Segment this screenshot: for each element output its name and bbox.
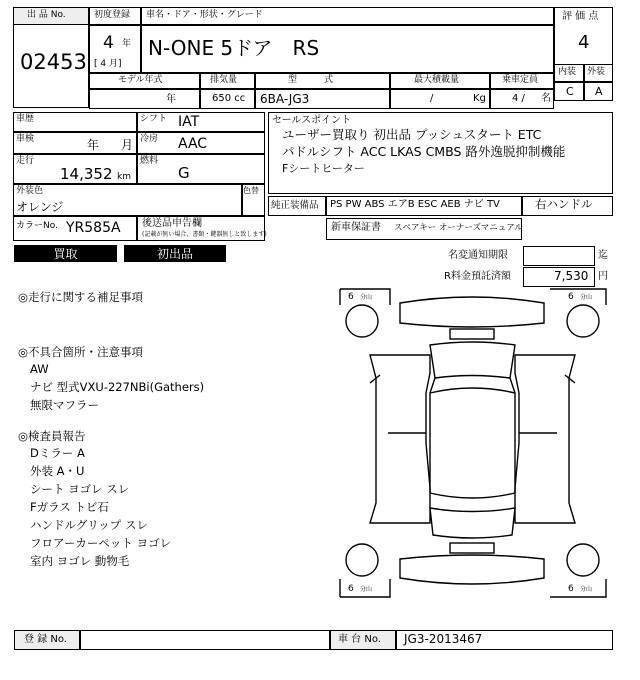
supplement-title: ◎走行に関する補足事項 [18, 290, 144, 304]
model-year-label: モデル年式 [118, 75, 163, 85]
lot-number: 02453 [20, 50, 87, 74]
sales-point-line: ユーザー買取り 初出品 プッシュスタート ETC [282, 127, 542, 142]
first-reg-label: 初度登録 [94, 10, 131, 20]
capacity-label: 乗車定員 [502, 75, 539, 85]
exterior-label: 外装 [587, 67, 606, 77]
exterior-grade: A [595, 85, 603, 98]
ext-color-label: 外装色 [16, 186, 44, 196]
mileage-value: 14,352 [60, 165, 113, 183]
deadline-label: 名変通知期限 [448, 250, 508, 261]
right-side-body [515, 355, 575, 523]
roof [430, 388, 515, 498]
front-bumper [400, 297, 544, 327]
defect-item: ナビ 型式VXU-227NBi(Gathers) [30, 380, 205, 394]
defect-item: AW [30, 362, 49, 376]
wheel-rl [346, 544, 378, 576]
sales-point-label: セールスポイント [272, 115, 352, 126]
reg-year-unit: 年 [122, 39, 132, 49]
grade-label: 評 価 点 [562, 11, 599, 22]
inspector-item: ハンドルグリップ スレ [30, 518, 148, 532]
mileage-unit: km [117, 172, 131, 182]
inspector-item: 外装 A・U [30, 464, 85, 478]
inspector-item: シート ヨゴレ スレ [30, 482, 130, 496]
tire-fl-value: 6 [348, 292, 354, 302]
tire-fr-value: 6 [568, 292, 574, 302]
car-damage-diagram [330, 283, 615, 603]
tire-rr-value: 6 [568, 584, 574, 594]
history-label: 車歴 [16, 114, 35, 124]
left-side-body [370, 355, 430, 523]
warranty-label: 新車保証書 [331, 222, 381, 233]
inspection-month: 月 [121, 138, 134, 152]
inspector-item: 室内 ヨゴレ 動物毛 [30, 554, 130, 568]
max-load-sep: / [430, 93, 434, 104]
sales-point-line: Fシートヒーター [282, 162, 365, 175]
recycle-unit: 円 [598, 271, 608, 282]
recycle-value: 7,530 [554, 269, 589, 283]
wheel-fr [567, 305, 599, 337]
tire-fr-unit: 分山 [580, 294, 593, 301]
wheel-rr [567, 544, 599, 576]
reg-no-value-cell [80, 630, 330, 650]
vehicle-name: N-ONE 5ドア RS [148, 36, 320, 60]
mileage-label: 走行 [16, 156, 35, 166]
max-load-label: 最大積載量 [414, 75, 460, 85]
model-label: 車名・ドア・形状・グレード [146, 10, 263, 20]
model-year-unit: 年 [166, 94, 176, 105]
inspector-item: フロアーカーペット ヨゴレ [30, 536, 172, 550]
fuel-label: 燃料 [140, 156, 159, 166]
color-change-label: 色替 [243, 186, 259, 195]
tire-box-rr [550, 579, 606, 597]
ext-color-value: オレンジ [16, 200, 64, 214]
deadline-unit: 迄 [598, 250, 608, 261]
inspection-year: 年 [87, 138, 100, 152]
interior-label: 内装 [558, 67, 577, 77]
front-plate [450, 329, 494, 339]
steering-value: 右ハンドル [535, 197, 593, 211]
hood [430, 342, 515, 378]
trunk [430, 508, 515, 538]
color-no-value: YR585A [66, 220, 121, 236]
defects-title: ◎不具合箇所・注意事項 [18, 345, 144, 359]
deadline-value-cell [523, 246, 595, 266]
max-load-unit: Kg [473, 93, 486, 104]
displacement: 650 cc [212, 93, 246, 104]
chassis-label: 車 台 No. [338, 634, 381, 645]
recycle-label: R料金預託済額 [444, 271, 511, 282]
inspection-label: 車検 [16, 134, 35, 144]
score: 4 [578, 32, 590, 53]
tire-rl-unit: 分山 [360, 586, 373, 593]
displacement-label: 排気量 [210, 75, 238, 85]
equipment-label: 純正装備品 [271, 200, 319, 211]
inspector-item: Dミラー A [30, 446, 85, 460]
rear-bumper [400, 555, 544, 584]
spec-model-year-cell [89, 89, 200, 109]
tire-box-fr [550, 289, 606, 305]
aftermarket-note: (記載が無い場合、書類・鍵器無しと致します) [142, 231, 267, 238]
badge-kaitori: 買取 [14, 245, 117, 262]
defect-item: 無限マフラー [30, 398, 99, 412]
chassis-number: JG3-2013467 [404, 632, 483, 646]
capacity-value: 4 / [512, 93, 525, 104]
ac-label: 冷房 [140, 134, 159, 144]
equipment-value: PS PW ABS エアB ESC AEB ナビ TV [330, 199, 500, 210]
tire-fl-unit: 分山 [360, 294, 373, 301]
lot-label: 出 品 No. [27, 10, 66, 20]
color-no-label: カラーNo. [16, 221, 58, 231]
reg-month: [ 4 月] [94, 59, 122, 69]
type-value: 6BA-JG3 [260, 92, 310, 106]
sales-point-line: パドルシフト ACC LKAS CMBS 路外逸脱抑制機能 [282, 144, 566, 159]
wheel-fl [346, 305, 378, 337]
tire-rl-value: 6 [348, 584, 354, 594]
shift-value: IAT [178, 114, 200, 130]
reg-year: 4 [103, 33, 114, 53]
inspector-item: Fガラス トビ石 [30, 500, 109, 514]
shift-label: シフト [140, 114, 168, 124]
aftermarket-label: 後送品申告欄 [142, 218, 202, 229]
ac-value: AAC [178, 136, 208, 152]
rear-plate [450, 543, 494, 553]
reg-no-label: 登 録 No. [24, 634, 67, 645]
fuel-value: G [178, 164, 190, 182]
capacity-unit: 名 [541, 93, 551, 104]
badge-first-listing: 初出品 [124, 245, 226, 262]
interior-grade: C [566, 85, 574, 98]
warranty-value: スペアキー オーナーズマニュアル [394, 223, 523, 233]
tire-rr-unit: 分山 [580, 586, 593, 593]
type-label: 型 式 [288, 75, 334, 85]
inspector-title: ◎検査員報告 [18, 429, 86, 443]
